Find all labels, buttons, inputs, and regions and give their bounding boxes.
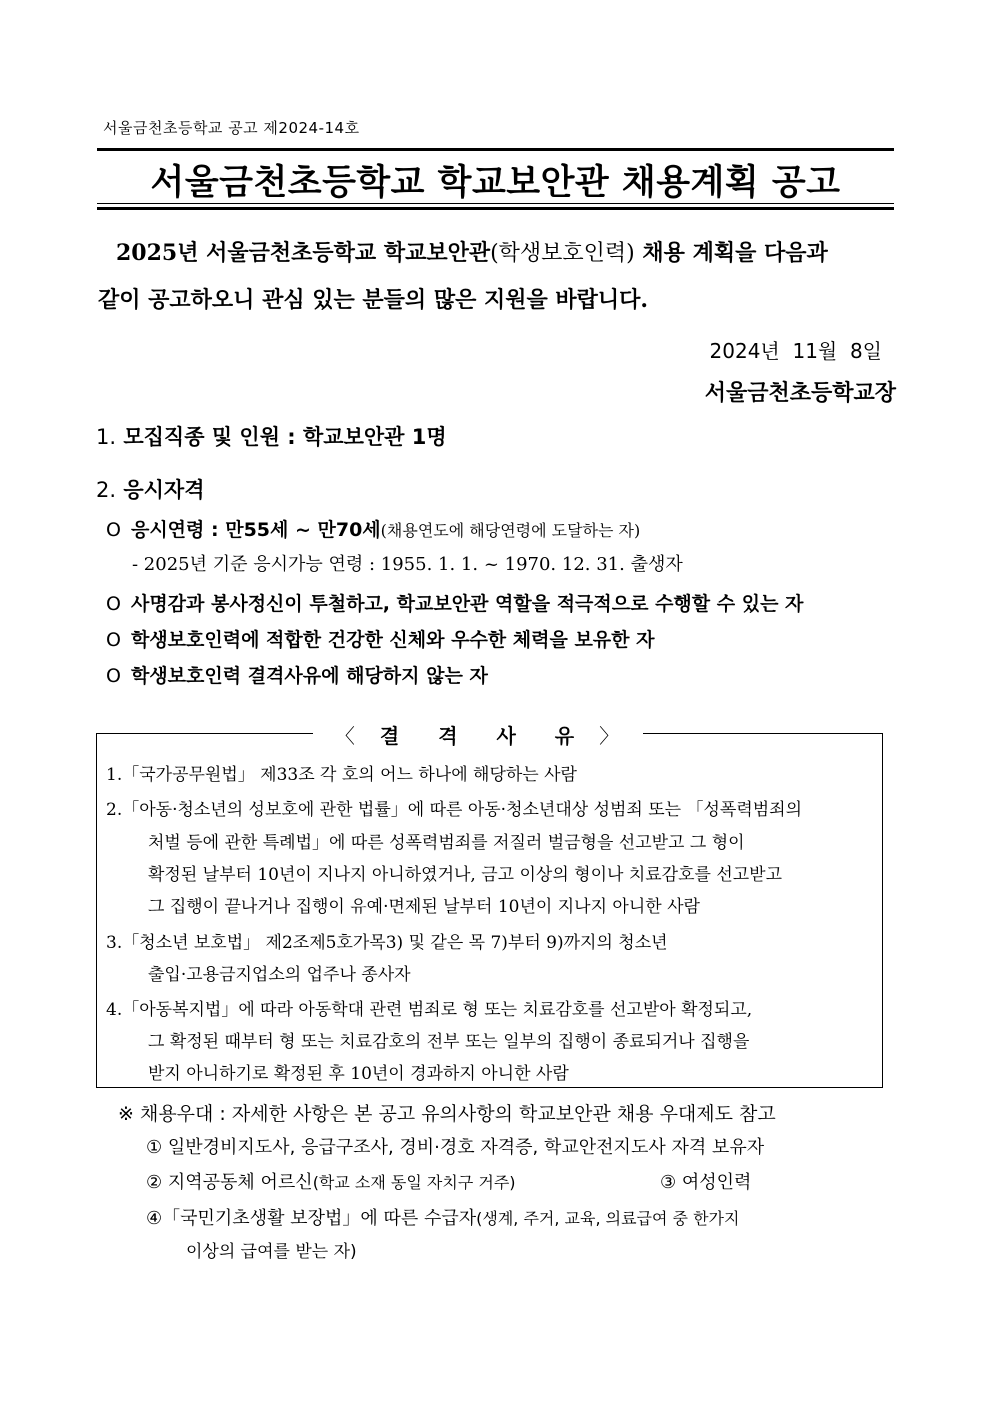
age-label: 응시연령 : 만55세 ~ 만70세 xyxy=(130,519,381,541)
title-char: 사 xyxy=(496,724,518,748)
disqualification-item-4-cont: 그 확정된 때부터 형 또는 치료감호의 전부 또는 일부의 집행이 종료되거나 집행을 xyxy=(148,1032,750,1052)
disqualification-title xyxy=(313,720,643,750)
preference-item-2-main: ② 지역공동체 어르신 xyxy=(146,1172,313,1193)
preference-item-4-cont: 이상의 급여를 받는 자) xyxy=(186,1242,357,1262)
title-rule-thin xyxy=(97,203,894,204)
disqualification-item-1: 1.「국가공무원법」 제33조 각 호의 어느 하나에 해당하는 사람 xyxy=(106,765,577,785)
requirement-item xyxy=(106,661,488,688)
intro-text-a: 2025년 서울금천초등학교 학교보안관 xyxy=(116,240,491,266)
title-char: 유 xyxy=(554,724,577,748)
intro-text-b: 채용 계획을 다음과 xyxy=(634,240,828,266)
preference-item-1: ① 일반경비지도사, 응급구조사, 경비·경호 자격증, 학교안전지도사 자격 보유자 xyxy=(146,1137,765,1158)
disqualification-item-2-cont: 처벌 등에 관한 특례법」에 따른 성폭력범죄를 저질러 벌금형을 선고받고 그 형이 xyxy=(148,833,745,853)
top-rule xyxy=(97,148,894,151)
preference-item-3: ③ 여성인력 xyxy=(660,1172,752,1193)
requirement-item xyxy=(106,625,654,652)
requirement-text: 학생보호인력에 적합한 건강한 신체와 우수한 체력을 보유한 자 xyxy=(130,629,655,651)
intro-line-1 xyxy=(116,236,828,267)
title-rule-thick xyxy=(97,207,894,210)
section-1-text: 모집직종 및 인원 : 학교보안관 1명 xyxy=(123,425,447,449)
preference-item-4-paren: (생계, 주거, 교육, 의료급여 중 한가지 xyxy=(476,1209,740,1228)
requirement-item xyxy=(106,589,803,616)
disqualification-item-4: 4.「아동복지법」에 따라 아동학대 관련 범죄로 형 또는 치료감호를 선고받아 확정되고, xyxy=(106,1000,753,1020)
section-2-heading xyxy=(96,474,205,504)
preference-item-4-main: ④「국민기초생활 보장법」에 따른 수급자 xyxy=(146,1208,477,1229)
disqualification-item-3: 3.「청소년 보호법」 제2조제5호가목3) 및 같은 목 7)부터 9)까지의 청소년 xyxy=(106,933,668,953)
intro-line-2: 같이 공고하오니 관심 있는 분들의 많은 지원을 바랍니다. xyxy=(98,287,649,313)
title-char: 결 xyxy=(379,724,402,748)
intro-paren: (학생보호인력) xyxy=(490,241,635,266)
section-2-number: 2. xyxy=(96,478,117,502)
right-angle-bracket: 〉 xyxy=(599,724,622,748)
preference-heading: ※ 채용우대 : 자세한 사항은 본 공고 유의사항의 학교보안관 채용 우대제도 참고 xyxy=(118,1103,776,1125)
left-angle-bracket: 〈 xyxy=(334,724,357,748)
requirement-text: 학생보호인력 결격사유에 해당하지 않는 자 xyxy=(130,665,488,687)
disqualification-item-2: 2.「아동·청소년의 성보호에 관한 법률」에 따른 아동·청소년대상 성범죄 또는 「성폭력범죄의 xyxy=(106,800,803,820)
page-title: 서울금천초등학교 학교보안관 채용계획 공고 xyxy=(150,163,841,203)
requirement-text: 사명감과 봉사정신이 투철하고, 학교보안관 역할을 적극적으로 수행할 수 있는 자 xyxy=(130,593,804,615)
bullet-mark: O xyxy=(106,629,121,651)
requirement-age-detail: - 2025년 기준 응시가능 연령 : 1955. 1. 1. ~ 1970. 12. 31. 출생자 xyxy=(132,554,683,575)
title-char: 격 xyxy=(438,724,460,748)
announcement-date: 2024년 11월 8일 xyxy=(709,339,882,363)
age-paren: (채용연도에 해당연령에 도달하는 자) xyxy=(380,521,641,540)
bullet-mark: O xyxy=(106,519,121,541)
section-1-heading xyxy=(96,421,447,451)
preference-item-2 xyxy=(146,1168,516,1194)
bullet-mark: O xyxy=(106,665,121,687)
preference-item-2-paren: (학교 소재 동일 자치구 거주) xyxy=(312,1173,516,1192)
disqualification-item-2-cont: 그 집행이 끝나거나 집행이 유예·면제된 날부터 10년이 지나지 아니한 사람 xyxy=(148,897,700,917)
disqualification-item-3-cont: 출입·고용금지업소의 업주나 종사자 xyxy=(148,965,411,985)
preference-item-4 xyxy=(146,1204,739,1230)
disqualification-item-2-cont: 확정된 날부터 10년이 지나지 아니하였거나, 금고 이상의 형이나 치료감호를 선고받고 xyxy=(148,865,783,885)
disqualification-item-4-cont: 받지 아니하기로 확정된 후 10년이 경과하지 아니한 사람 xyxy=(148,1064,569,1084)
section-1-number: 1. xyxy=(96,425,117,449)
signer: 서울금천초등학교장 xyxy=(704,381,896,406)
bullet-mark: O xyxy=(106,593,121,615)
section-2-text: 응시자격 xyxy=(123,478,205,502)
requirement-age xyxy=(106,515,640,542)
document-number: 서울금천초등학교 공고 제2024-14호 xyxy=(103,119,360,137)
